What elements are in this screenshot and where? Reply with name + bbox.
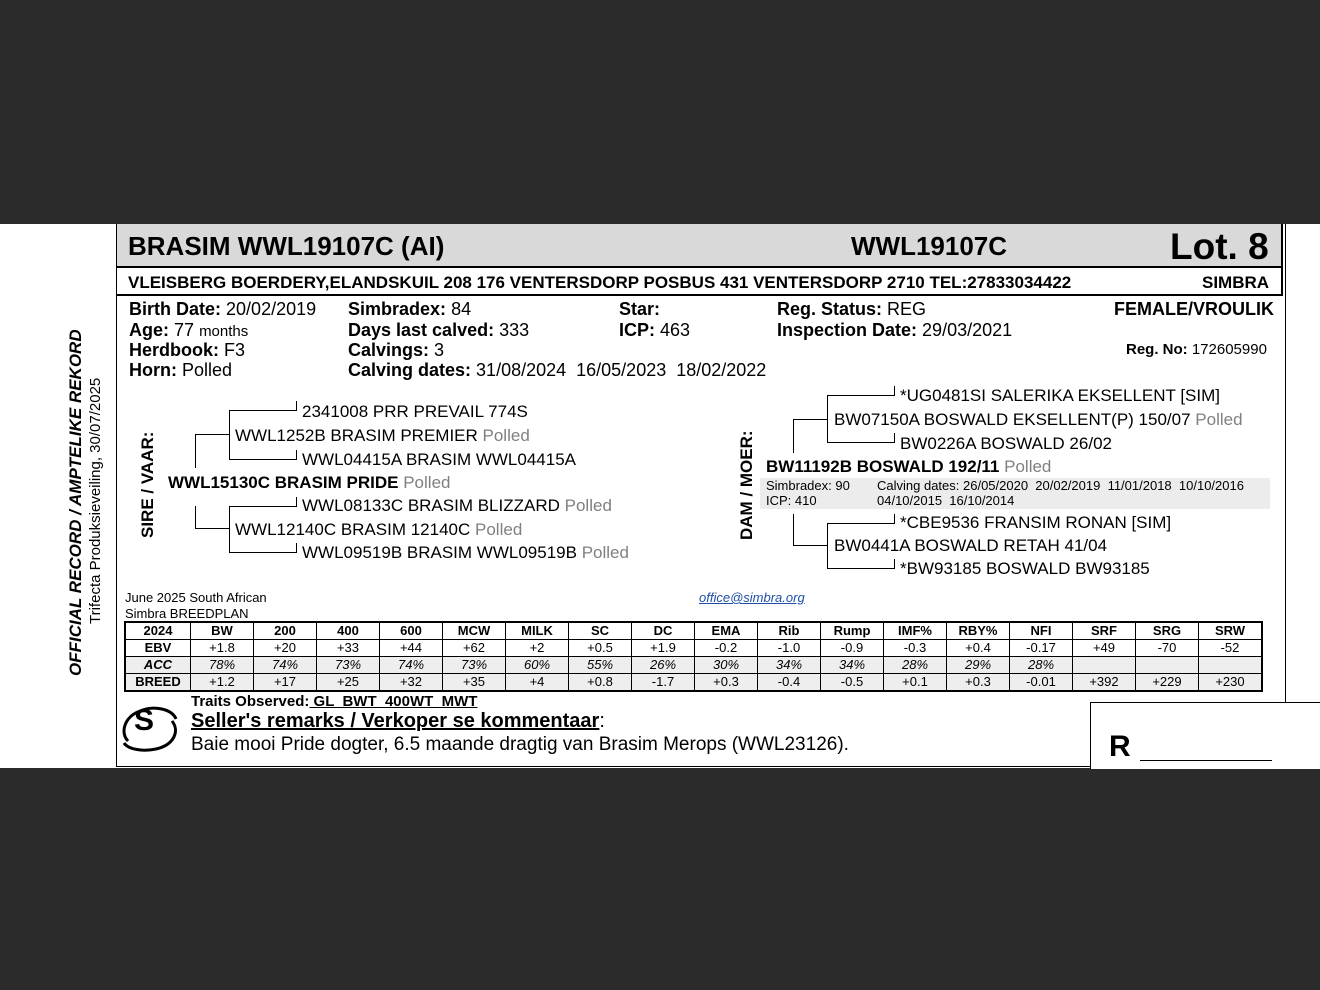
ebv-cell: SRW <box>1199 622 1263 640</box>
ebv-cell: BW <box>191 622 254 640</box>
owner-address: VLEISBERG BOERDERY,ELANDSKUIL 208 176 VENTERSDORP POSBUS 431 VENTERSDORP 2710 TEL:27833034422 <box>128 273 1072 292</box>
ebv-cell: +1.8 <box>191 640 254 657</box>
calvings: Calvings: 3 <box>348 340 445 360</box>
dam-simbradex: Simbradex: 90 <box>766 478 850 493</box>
ebv-cell: +0.3 <box>695 674 758 692</box>
acc-row <box>125 657 1262 674</box>
icp: ICP: 463 <box>619 320 691 340</box>
sire-dam-sire: WWL08133C BRASIM BLIZZARD Polled <box>302 496 612 515</box>
dam-side-label: DAM / MOER: <box>737 430 756 540</box>
ebv-cell: -0.01 <box>1010 674 1073 692</box>
calving-dates: Calving dates: 31/08/2024 16/05/2023 18/02/2022 <box>348 360 767 380</box>
ebv-cell: SRG <box>1136 622 1199 640</box>
reg-status: Reg. Status: REG <box>777 299 927 319</box>
herdbook: Herdbook: F3 <box>129 340 246 360</box>
ebv-cell: +2 <box>506 640 569 657</box>
dam-dam-sire: *CBE9536 FRANSIM RONAN [SIM] <box>900 513 1172 532</box>
dam-icp: ICP: 410 <box>766 493 817 508</box>
ebv-cell: +44 <box>380 640 443 657</box>
seller-remarks-label: Seller's remarks / Verkoper se kommentaar: <box>191 710 605 732</box>
ebv-cell <box>1136 657 1199 674</box>
animal-name: BRASIM WWL19107C (AI) <box>128 231 445 261</box>
ebv-cell: BREED <box>125 674 191 692</box>
breed-name: SIMBRA <box>1202 273 1270 292</box>
price-label: R <box>1109 730 1131 763</box>
ebv-cell: +229 <box>1136 674 1199 692</box>
ebv-cell: -1.0 <box>758 640 821 657</box>
animal-id: WWL19107C <box>851 231 1008 261</box>
ebv-cell: Rib <box>758 622 821 640</box>
dam-name: BW11192B BOSWALD 192/11 Polled <box>766 457 1052 476</box>
ebv-cell: +1.2 <box>191 674 254 692</box>
ebv-cell: EMA <box>695 622 758 640</box>
ebv-cell: EBV <box>125 640 191 657</box>
ebv-cell: 34% <box>821 657 884 674</box>
ebv-cell: 26% <box>632 657 695 674</box>
ebv-cell: 400 <box>317 622 380 640</box>
reg-number: Reg. No: 172605990 <box>1126 341 1267 358</box>
ebv-cell: +20 <box>254 640 317 657</box>
inspection-date: Inspection Date: 29/03/2021 <box>777 320 1013 340</box>
horn-status: Horn: Polled <box>129 360 233 380</box>
email-link[interactable]: office@simbra.org <box>699 590 805 605</box>
ebv-table <box>124 621 1263 692</box>
ebv-cell: +0.5 <box>569 640 632 657</box>
ebv-cell: +35 <box>443 674 506 692</box>
ebv-cell: +0.3 <box>947 674 1010 692</box>
dam-sire-dam: BW0226A BOSWALD 26/02 <box>900 434 1112 453</box>
star-rating: Star: <box>619 299 661 319</box>
ebv-cell: +17 <box>254 674 317 692</box>
ebv-cell <box>1073 657 1136 674</box>
ebv-cell: -52 <box>1199 640 1263 657</box>
ebv-cell: DC <box>632 622 695 640</box>
ebv-cell: -0.4 <box>758 674 821 692</box>
sire-dam: WWL12140C BRASIM 12140C Polled <box>235 520 523 539</box>
ebv-cell: SC <box>569 622 632 640</box>
sire-side-label: SIRE / VAAR: <box>138 431 157 538</box>
ebv-cell: 600 <box>380 622 443 640</box>
dam-dam: BW0441A BOSWALD RETAH 41/04 <box>834 536 1108 555</box>
ebv-cell <box>1199 657 1263 674</box>
ebv-cell: +32 <box>380 674 443 692</box>
ebv-cell: +0.4 <box>947 640 1010 657</box>
sale-label: Trifecta Produksieveiling, 30/07/2025 <box>87 377 104 624</box>
ebv-cell: +33 <box>317 640 380 657</box>
ebv-row <box>125 640 1262 657</box>
seller-remarks: Baie mooi Pride dogter, 6.5 maande dragtig van Brasim Merops (WWL23126). <box>191 734 849 755</box>
ebv-cell: -0.2 <box>695 640 758 657</box>
ebv-cell: 34% <box>758 657 821 674</box>
breedplan-line-2: Simbra BREEDPLAN <box>125 606 249 621</box>
ebv-cell: 60% <box>506 657 569 674</box>
birth-date: Birth Date: 20/02/2019 <box>129 299 317 319</box>
sire-dam-dam: WWL09519B BRASIM WWL09519B Polled <box>302 543 629 562</box>
ebv-cell: 73% <box>443 657 506 674</box>
ebv-cell: IMF% <box>884 622 947 640</box>
ebv-cell: +49 <box>1073 640 1136 657</box>
ebv-cell: MCW <box>443 622 506 640</box>
ebv-cell: +62 <box>443 640 506 657</box>
ebv-cell: 74% <box>380 657 443 674</box>
sire-sire: WWL1252B BRASIM PREMIER Polled <box>235 426 530 445</box>
ebv-cell: NFI <box>1010 622 1073 640</box>
sex: FEMALE/VROULIK <box>1114 299 1274 319</box>
logo-letter: S <box>134 704 155 737</box>
ebv-cell: SRF <box>1073 622 1136 640</box>
ebv-cell: -0.5 <box>821 674 884 692</box>
sire-sire-dam: WWL04415A BRASIM WWL04415A <box>302 450 577 469</box>
ebv-cell: +0.8 <box>569 674 632 692</box>
ebv-cell: 78% <box>191 657 254 674</box>
ebv-cell: ACC <box>125 657 191 674</box>
traits-observed: Traits Observed: GL BWT 400WT MWT <box>191 693 478 710</box>
dam-sire: BW07150A BOSWALD EKSELLENT(P) 150/07 Polled <box>834 410 1243 429</box>
catalogue-card <box>0 224 1320 768</box>
days-last-calved: Days last calved: 333 <box>348 320 530 340</box>
dam-calving-dates-2: 04/10/2015 16/10/2014 <box>877 493 1015 508</box>
ebv-cell: 30% <box>695 657 758 674</box>
ebv-cell: 200 <box>254 622 317 640</box>
ebv-cell: 28% <box>1010 657 1073 674</box>
breedplan-line-1: June 2025 South African <box>125 590 267 605</box>
ebv-cell: -0.3 <box>884 640 947 657</box>
dam-dam-dam: *BW93185 BOSWALD BW93185 <box>900 559 1150 578</box>
sire-name: WWL15130C BRASIM PRIDE Polled <box>168 473 451 492</box>
ebv-cell: 55% <box>569 657 632 674</box>
ebv-cell: 74% <box>254 657 317 674</box>
age: Age: 77 months <box>129 320 249 340</box>
ebv-cell: 2024 <box>125 622 191 640</box>
ebv-cell: +0.1 <box>884 674 947 692</box>
ebv-cell: +4 <box>506 674 569 692</box>
ebv-header-row <box>125 622 1262 640</box>
breed-row <box>125 674 1262 692</box>
dam-calving-dates-1: Calving dates: 26/05/2020 20/02/2019 11/01/2018 10/10/2016 <box>877 478 1244 493</box>
ebv-cell: 73% <box>317 657 380 674</box>
ebv-cell: -1.7 <box>632 674 695 692</box>
ebv-cell: +392 <box>1073 674 1136 692</box>
ebv-cell: MILK <box>506 622 569 640</box>
ebv-cell: -0.9 <box>821 640 884 657</box>
ebv-cell: 29% <box>947 657 1010 674</box>
price-line <box>1140 760 1272 761</box>
ebv-cell: RBY% <box>947 622 1010 640</box>
ebv-cell: +25 <box>317 674 380 692</box>
ebv-cell: 28% <box>884 657 947 674</box>
ebv-cell: +230 <box>1199 674 1263 692</box>
sire-sire-sire: 2341008 PRR PREVAIL 774S <box>302 402 528 421</box>
official-record-label: OFFICIAL RECORD / AMPTELIKE REKORD <box>66 329 85 676</box>
ebv-cell: -70 <box>1136 640 1199 657</box>
lot-number: Lot. 8 <box>1170 226 1269 267</box>
ebv-cell: +1.9 <box>632 640 695 657</box>
simbradex: Simbradex: 84 <box>348 299 472 319</box>
dam-sire-sire: *UG0481SI SALERIKA EKSELLENT [SIM] <box>900 386 1221 405</box>
ebv-cell: Rump <box>821 622 884 640</box>
ebv-cell: -0.17 <box>1010 640 1073 657</box>
